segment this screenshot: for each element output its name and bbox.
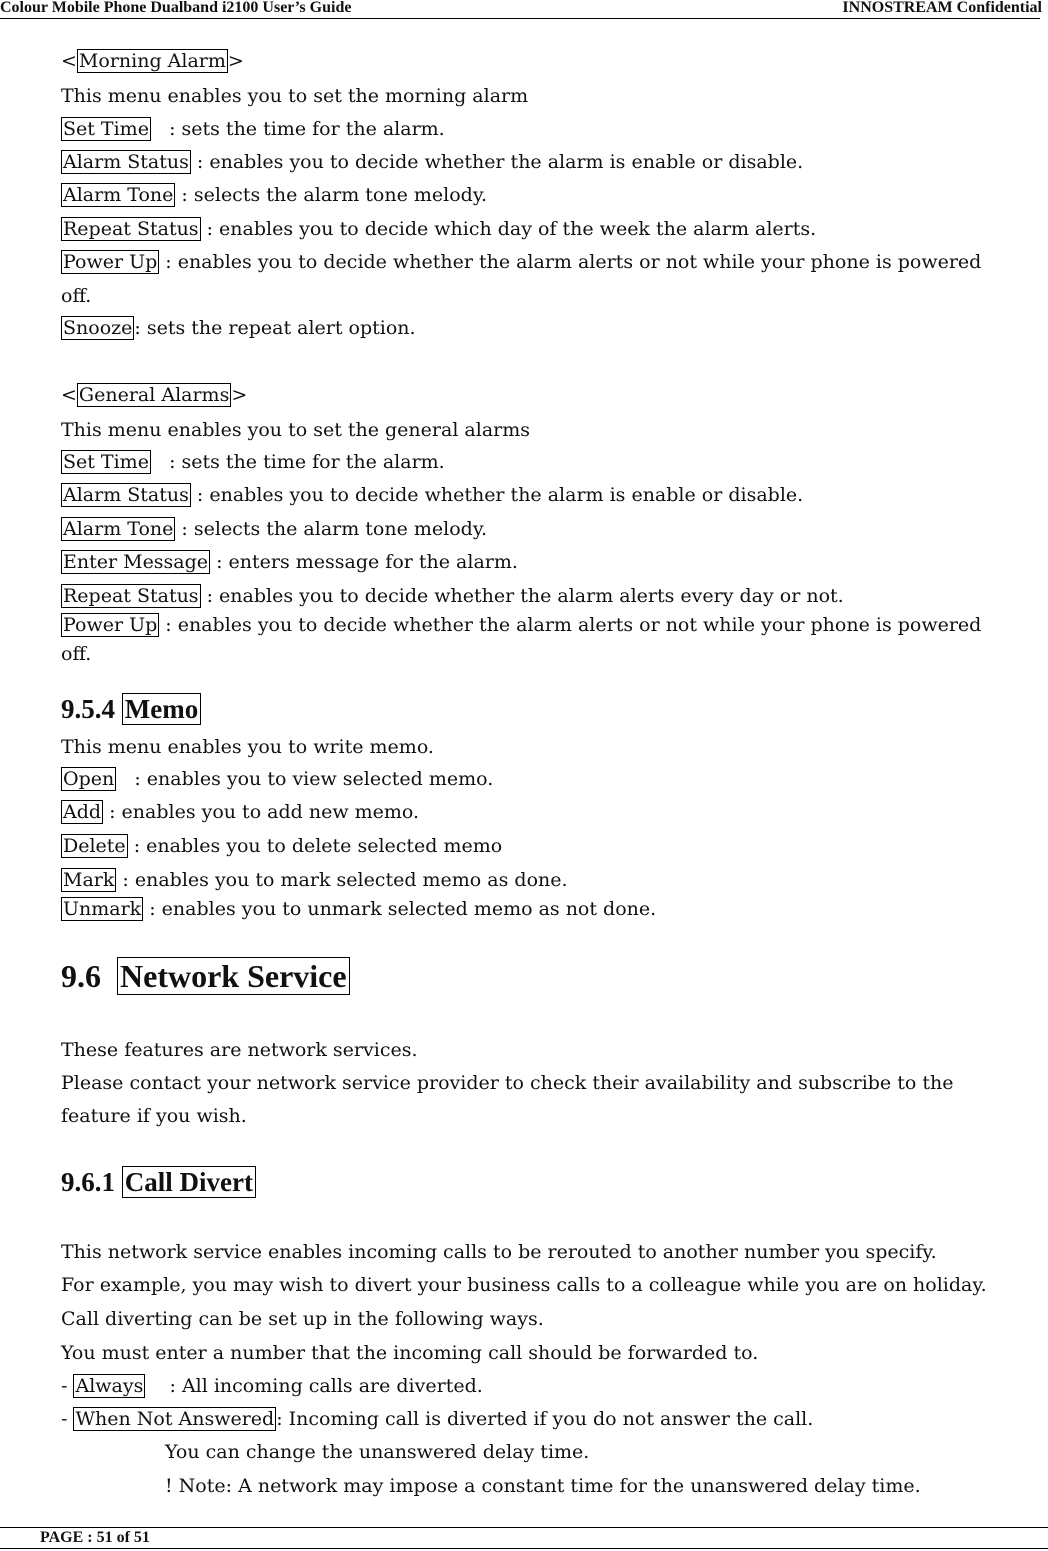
divert-paragraph: You must enter a number that the incoming call should be forwarded to. (61, 1342, 759, 1364)
section-number: 9.6.1 (61, 1167, 122, 1197)
morning-item (61, 182, 487, 208)
general-item (61, 612, 981, 638)
footer-rule-bottom (0, 1548, 1048, 1549)
network-section-heading (61, 956, 350, 996)
morning-item (61, 249, 981, 275)
item-description: : sets the time for the alarm. (150, 451, 445, 473)
memo-item (61, 867, 568, 893)
header-rule (0, 18, 1040, 19)
term-enter-message: Enter Message (63, 551, 209, 573)
divert-option-always (61, 1373, 483, 1399)
item-description: : enables you to view selected memo. (116, 768, 494, 790)
term-alarm-status: Alarm Status (63, 151, 189, 173)
footer-rule-top (0, 1527, 1048, 1528)
note-text: : A network may impose a constant time for the unanswered delay time. (225, 1475, 921, 1497)
network-section-title: Network Service (117, 957, 350, 995)
term-power-up: Power Up (63, 614, 158, 636)
morning-item (61, 149, 803, 175)
term-when-not-answered: When Not Answered (75, 1408, 275, 1430)
item-description: : selects the alarm tone melody. (175, 184, 488, 206)
general-item (61, 482, 803, 508)
call-divert-heading (61, 1165, 256, 1199)
general-alarms-heading (61, 382, 247, 408)
memo-item (61, 766, 493, 792)
morning-item (61, 315, 416, 341)
item-description: : enables you to unmark selected memo as not done. (143, 898, 657, 920)
header-confidential: INNOSTREAM Confidential (842, 0, 1042, 16)
memo-intro: This menu enables you to write memo. (61, 736, 434, 758)
term-alarm-tone: Alarm Tone (63, 518, 174, 540)
term-set-time: Set Time (63, 118, 149, 140)
note-label: ! Note (165, 1475, 226, 1497)
term-alarm-status: Alarm Status (63, 484, 189, 506)
item-description: : enables you to add new memo. (103, 801, 420, 823)
general-alarms-title: General Alarms (78, 384, 230, 406)
item-description: : enables you to decide whether the alarm alerts or not while your phone is powered (159, 614, 982, 636)
term-alarm-tone: Alarm Tone (63, 184, 174, 206)
item-description: : enables you to decide whether the alarm alerts or not while your phone is powered (159, 251, 982, 273)
bracket-open: < (61, 384, 77, 406)
network-paragraph: Please contact your network service provider to check their availability and subscribe to the (61, 1072, 954, 1094)
power-up-continuation: off. (61, 285, 92, 307)
item-description: : enables you to decide whether the alarm is enable or disable. (190, 484, 804, 506)
general-alarms-intro: This menu enables you to set the general alarms (61, 419, 531, 441)
divert-paragraph: For example, you may wish to divert your business calls to a colleague while you are on holiday. (61, 1274, 987, 1296)
bracket-close: > (227, 50, 244, 72)
term-always: Always (75, 1375, 144, 1397)
not-answered-detail: You can change the unanswered delay time. (165, 1441, 590, 1463)
term-mark: Mark (63, 869, 115, 891)
call-divert-title: Call Divert (122, 1166, 256, 1198)
divert-option-not-answered (61, 1406, 813, 1432)
term-add: Add (63, 801, 102, 823)
item-description: : selects the alarm tone melody. (175, 518, 488, 540)
general-item (61, 449, 445, 475)
memo-item (61, 833, 502, 859)
morning-alarm-title: Morning Alarm (78, 50, 226, 72)
term-delete: Delete (63, 835, 126, 857)
item-description: : enables you to delete selected memo (127, 835, 503, 857)
morning-alarm-heading (61, 48, 244, 74)
dash: - (61, 1375, 74, 1397)
morning-alarm-intro: This menu enables you to set the morning alarm (61, 85, 529, 107)
section-number: 9.5.4 (61, 694, 122, 724)
page-number: PAGE : 51 of 51 (40, 1529, 150, 1546)
general-item (61, 583, 844, 609)
term-snooze: Snooze (63, 317, 133, 339)
memo-section-heading (61, 692, 201, 726)
item-description: : Incoming call is diverted if you do not answer the call. (276, 1408, 814, 1430)
divert-paragraph: Call diverting can be set up in the following ways. (61, 1308, 544, 1330)
item-description: : enables you to decide which day of the week the alarm alerts. (200, 218, 817, 240)
network-paragraph: feature if you wish. (61, 1105, 247, 1127)
term-open: Open (63, 768, 115, 790)
term-unmark: Unmark (63, 898, 142, 920)
memo-item (61, 896, 656, 922)
item-description: : sets the time for the alarm. (150, 118, 445, 140)
term-set-time: Set Time (63, 451, 149, 473)
item-description: : All incoming calls are diverted. (145, 1375, 483, 1397)
general-item (61, 516, 487, 542)
memo-item (61, 799, 419, 825)
item-description: : enables you to mark selected memo as done. (116, 869, 568, 891)
bracket-close: > (231, 384, 248, 406)
morning-item (61, 216, 816, 242)
term-repeat-status: Repeat Status (63, 218, 199, 240)
term-repeat-status: Repeat Status (63, 585, 199, 607)
bracket-open: < (61, 50, 77, 72)
general-item (61, 549, 518, 575)
term-power-up: Power Up (63, 251, 158, 273)
page-header (0, 0, 1048, 18)
memo-section-title: Memo (122, 693, 201, 725)
section-number: 9.6 (61, 958, 117, 994)
header-doc-title: Colour Mobile Phone Dualband i2100 User’s Guide (0, 0, 352, 16)
divert-paragraph: This network service enables incoming calls to be rerouted to another number you specify. (61, 1241, 937, 1263)
not-answered-note (165, 1473, 921, 1499)
item-description: : enables you to decide whether the alarm alerts every day or not. (200, 585, 844, 607)
network-paragraph: These features are network services. (61, 1039, 418, 1061)
item-description: : enables you to decide whether the alarm is enable or disable. (190, 151, 804, 173)
item-description: : enters message for the alarm. (210, 551, 518, 573)
power-up-continuation: off. (61, 643, 92, 665)
dash: - (61, 1408, 74, 1430)
item-description: : sets the repeat alert option. (134, 317, 416, 339)
morning-item (61, 116, 445, 142)
